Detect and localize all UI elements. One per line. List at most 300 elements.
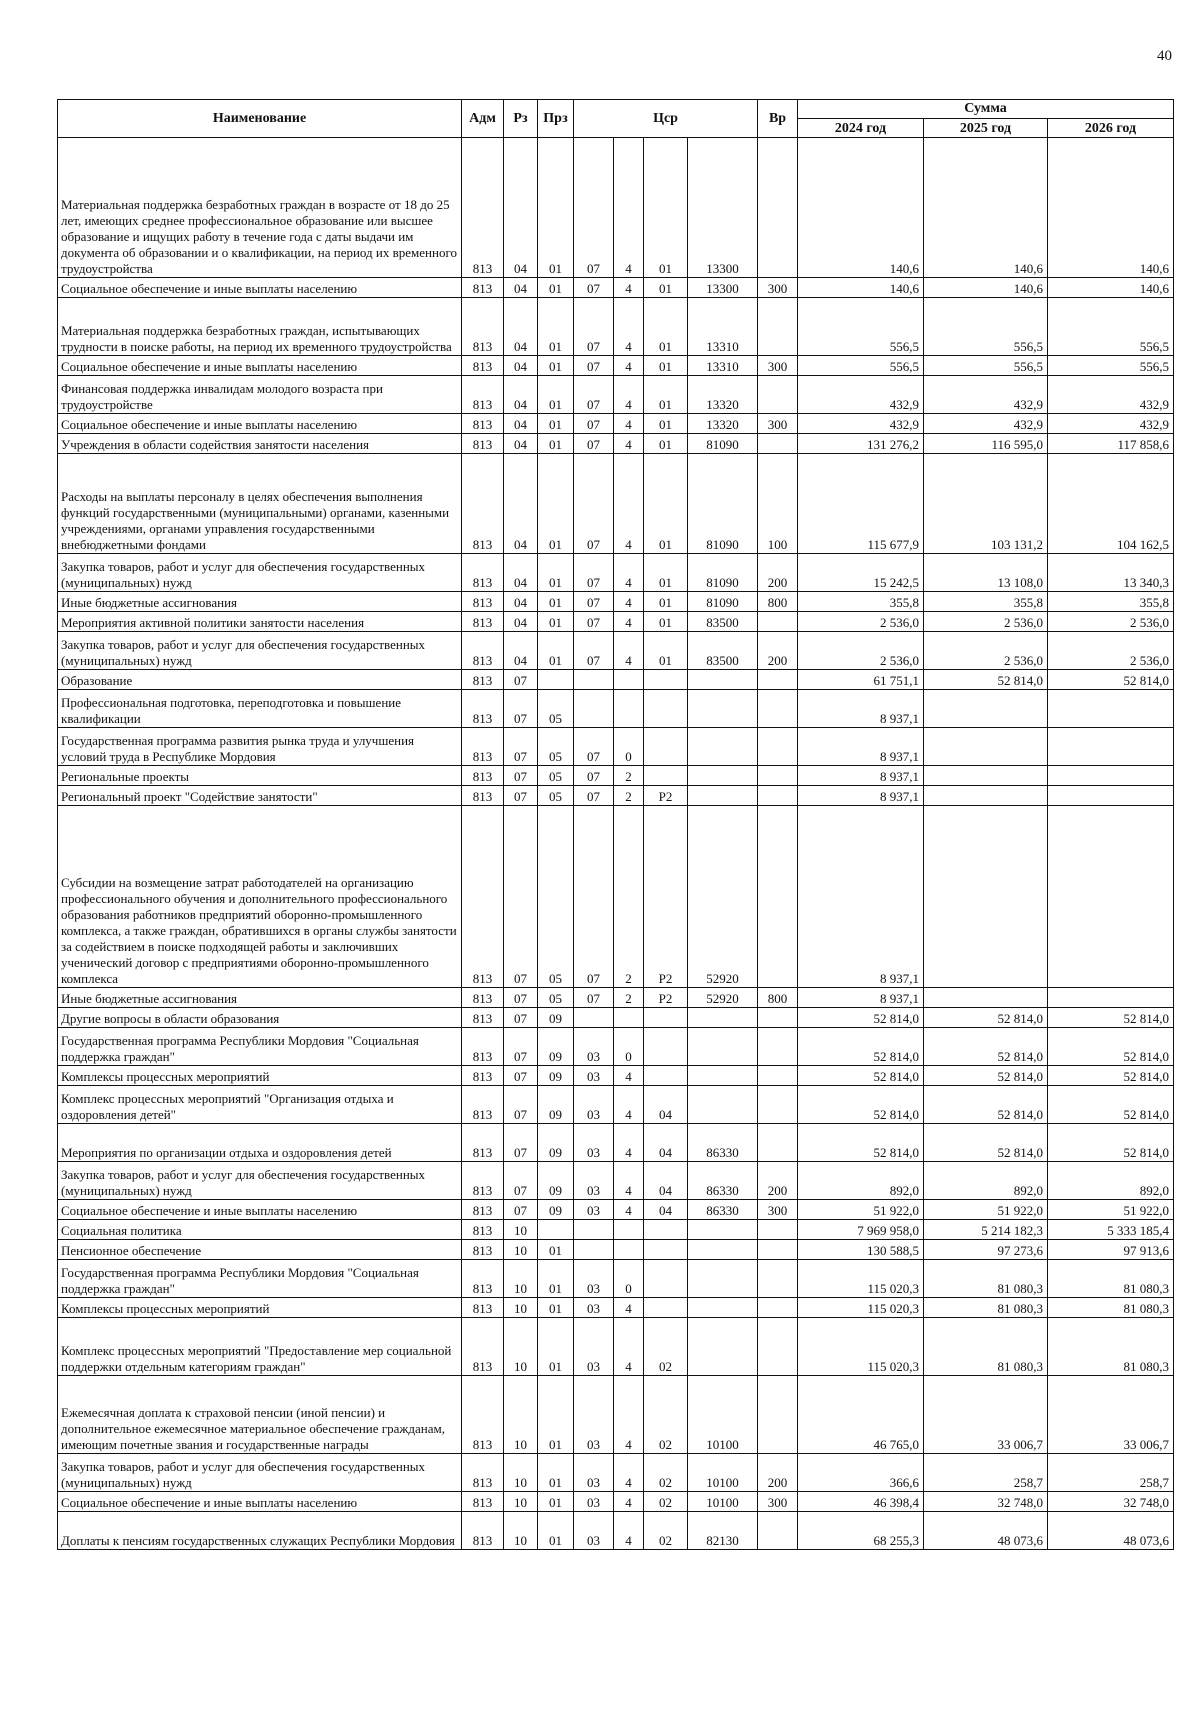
cell-2024: 432,9 <box>798 376 924 414</box>
cell-csr-type: 4 <box>614 1318 644 1376</box>
cell-csr-type: 4 <box>614 138 644 278</box>
cell-adm: 813 <box>462 1028 504 1066</box>
cell-adm: 813 <box>462 356 504 376</box>
cell-name: Региональные проекты <box>58 766 462 786</box>
cell-2025: 51 922,0 <box>924 1200 1048 1220</box>
table-header <box>58 100 1174 138</box>
cell-csr-direction: 86330 <box>688 1124 758 1162</box>
cell-name: Финансовая поддержка инвалидам молодого возраста при трудоустройстве <box>58 376 462 414</box>
cell-adm: 813 <box>462 138 504 278</box>
cell-2026: 892,0 <box>1048 1162 1174 1200</box>
cell-2024: 8 937,1 <box>798 786 924 806</box>
cell-2025 <box>924 766 1048 786</box>
cell-2025: 52 814,0 <box>924 1066 1048 1086</box>
cell-csr-program: 03 <box>574 1454 614 1492</box>
cell-2024: 68 255,3 <box>798 1512 924 1550</box>
cell-rz: 07 <box>504 690 538 728</box>
cell-name: Ежемесячная доплата к страховой пенсии (иной пенсии) и дополнительное ежемесячное материальное обеспечение гражданам, имеющим почетные звания и государственные награды <box>58 1376 462 1454</box>
cell-csr-subprogram: 04 <box>644 1124 688 1162</box>
cell-csr-program: 07 <box>574 592 614 612</box>
cell-csr-program: 07 <box>574 138 614 278</box>
cell-prz: 01 <box>538 1492 574 1512</box>
cell-2024: 556,5 <box>798 298 924 356</box>
cell-csr-program: 03 <box>574 1028 614 1066</box>
cell-2026: 51 922,0 <box>1048 1200 1174 1220</box>
cell-vr: 300 <box>758 356 798 376</box>
cell-rz: 04 <box>504 454 538 554</box>
cell-adm: 813 <box>462 1124 504 1162</box>
cell-csr-direction: 86330 <box>688 1162 758 1200</box>
cell-2026: 556,5 <box>1048 356 1174 376</box>
cell-csr-subprogram <box>644 1240 688 1260</box>
cell-vr <box>758 766 798 786</box>
cell-vr <box>758 1220 798 1240</box>
cell-name: Закупка товаров, работ и услуг для обеспечения государственных (муниципальных) нужд <box>58 1454 462 1492</box>
cell-csr-subprogram <box>644 690 688 728</box>
cell-csr-direction: 13320 <box>688 376 758 414</box>
cell-csr-program: 03 <box>574 1066 614 1086</box>
cell-vr: 300 <box>758 1492 798 1512</box>
cell-csr-type: 4 <box>614 1162 644 1200</box>
cell-name: Государственная программа Республики Мордовия "Социальная поддержка граждан" <box>58 1028 462 1066</box>
cell-csr-type: 4 <box>614 376 644 414</box>
cell-adm: 813 <box>462 1512 504 1550</box>
cell-2024: 8 937,1 <box>798 728 924 766</box>
cell-vr <box>758 786 798 806</box>
cell-csr-subprogram: Р2 <box>644 988 688 1008</box>
cell-name: Региональный проект "Содействие занятости" <box>58 786 462 806</box>
cell-2024: 52 814,0 <box>798 1066 924 1086</box>
cell-csr-program: 07 <box>574 806 614 988</box>
cell-vr <box>758 1240 798 1260</box>
cell-prz: 01 <box>538 1318 574 1376</box>
cell-2025: 556,5 <box>924 298 1048 356</box>
cell-2025: 140,6 <box>924 138 1048 278</box>
cell-rz: 04 <box>504 554 538 592</box>
cell-2026: 48 073,6 <box>1048 1512 1174 1550</box>
cell-adm: 813 <box>462 298 504 356</box>
cell-rz: 04 <box>504 612 538 632</box>
cell-rz: 07 <box>504 806 538 988</box>
cell-csr-program: 07 <box>574 554 614 592</box>
cell-2024: 8 937,1 <box>798 806 924 988</box>
cell-adm: 813 <box>462 1298 504 1318</box>
cell-csr-direction <box>688 1318 758 1376</box>
cell-csr-program: 03 <box>574 1298 614 1318</box>
cell-adm: 813 <box>462 786 504 806</box>
cell-2025: 432,9 <box>924 414 1048 434</box>
cell-2024: 8 937,1 <box>798 690 924 728</box>
cell-csr-direction: 52920 <box>688 806 758 988</box>
cell-2026: 258,7 <box>1048 1454 1174 1492</box>
cell-2026: 432,9 <box>1048 376 1174 414</box>
table-row <box>58 612 1174 632</box>
cell-vr <box>758 298 798 356</box>
cell-vr: 200 <box>758 1454 798 1492</box>
cell-csr-program: 03 <box>574 1492 614 1512</box>
cell-rz: 10 <box>504 1492 538 1512</box>
cell-adm: 813 <box>462 454 504 554</box>
cell-2024: 115 020,3 <box>798 1318 924 1376</box>
cell-prz: 09 <box>538 1200 574 1220</box>
cell-csr-subprogram: 02 <box>644 1492 688 1512</box>
cell-csr-program <box>574 1220 614 1240</box>
cell-2024: 432,9 <box>798 414 924 434</box>
cell-adm: 813 <box>462 414 504 434</box>
table-row <box>58 1008 1174 1028</box>
cell-csr-type: 4 <box>614 1124 644 1162</box>
cell-csr-direction: 13310 <box>688 298 758 356</box>
header-adm: Адм <box>462 100 504 138</box>
cell-adm: 813 <box>462 988 504 1008</box>
cell-vr <box>758 690 798 728</box>
cell-csr-program: 07 <box>574 278 614 298</box>
cell-2026: 355,8 <box>1048 592 1174 612</box>
cell-adm: 813 <box>462 434 504 454</box>
cell-csr-program: 07 <box>574 786 614 806</box>
cell-2024: 131 276,2 <box>798 434 924 454</box>
cell-csr-direction <box>688 766 758 786</box>
cell-prz: 09 <box>538 1124 574 1162</box>
cell-csr-program <box>574 670 614 690</box>
cell-csr-program: 03 <box>574 1318 614 1376</box>
cell-2024: 115 020,3 <box>798 1298 924 1318</box>
table-row <box>58 1200 1174 1220</box>
cell-prz: 05 <box>538 766 574 786</box>
cell-vr <box>758 612 798 632</box>
cell-csr-subprogram: 01 <box>644 434 688 454</box>
cell-2025: 2 536,0 <box>924 632 1048 670</box>
header-2024: 2024 год <box>798 119 924 138</box>
cell-csr-type: 4 <box>614 1454 644 1492</box>
table-row <box>58 554 1174 592</box>
cell-prz: 01 <box>538 632 574 670</box>
header-2026: 2026 год <box>1048 119 1174 138</box>
cell-name: Комплекс процессных мероприятий "Предоставление мер социальной поддержки отдельным категориям граждан" <box>58 1318 462 1376</box>
cell-csr-program <box>574 1240 614 1260</box>
cell-2024: 52 814,0 <box>798 1086 924 1124</box>
cell-rz: 04 <box>504 434 538 454</box>
cell-2026 <box>1048 728 1174 766</box>
cell-2024: 8 937,1 <box>798 766 924 786</box>
cell-csr-direction: 13300 <box>688 138 758 278</box>
table-row <box>58 1220 1174 1240</box>
cell-csr-type: 0 <box>614 1260 644 1298</box>
table-row <box>58 1454 1174 1492</box>
cell-2025: 52 814,0 <box>924 1008 1048 1028</box>
cell-2025 <box>924 988 1048 1008</box>
cell-adm: 813 <box>462 1066 504 1086</box>
table-row <box>58 1162 1174 1200</box>
table-row <box>58 670 1174 690</box>
cell-csr-subprogram: 02 <box>644 1318 688 1376</box>
cell-name: Профессиональная подготовка, переподготовка и повышение квалификации <box>58 690 462 728</box>
cell-name: Мероприятия активной политики занятости населения <box>58 612 462 632</box>
cell-2024: 46 765,0 <box>798 1376 924 1454</box>
cell-vr <box>758 1008 798 1028</box>
cell-prz: 01 <box>538 1512 574 1550</box>
cell-prz: 09 <box>538 1008 574 1028</box>
header-csr: Цср <box>574 100 758 138</box>
cell-csr-subprogram: 02 <box>644 1376 688 1454</box>
cell-2024: 115 677,9 <box>798 454 924 554</box>
cell-2026: 13 340,3 <box>1048 554 1174 592</box>
cell-2025 <box>924 728 1048 766</box>
cell-csr-program: 03 <box>574 1086 614 1124</box>
table-row <box>58 278 1174 298</box>
header-sum: Сумма <box>798 100 1174 119</box>
cell-csr-subprogram: 01 <box>644 298 688 356</box>
cell-csr-direction <box>688 1260 758 1298</box>
cell-adm: 813 <box>462 1492 504 1512</box>
cell-adm: 813 <box>462 670 504 690</box>
table-row <box>58 806 1174 988</box>
cell-csr-type: 4 <box>614 434 644 454</box>
cell-csr-program: 07 <box>574 766 614 786</box>
cell-csr-direction <box>688 1028 758 1066</box>
cell-adm: 813 <box>462 1008 504 1028</box>
cell-2026: 52 814,0 <box>1048 1008 1174 1028</box>
cell-adm: 813 <box>462 1454 504 1492</box>
cell-2025: 5 214 182,3 <box>924 1220 1048 1240</box>
cell-csr-type: 4 <box>614 356 644 376</box>
cell-adm: 813 <box>462 690 504 728</box>
cell-csr-subprogram: 01 <box>644 592 688 612</box>
cell-csr-subprogram <box>644 766 688 786</box>
cell-rz: 04 <box>504 356 538 376</box>
cell-csr-direction: 13300 <box>688 278 758 298</box>
cell-2026: 2 536,0 <box>1048 632 1174 670</box>
cell-2026: 2 536,0 <box>1048 612 1174 632</box>
cell-csr-type: 4 <box>614 1086 644 1124</box>
cell-adm: 813 <box>462 1162 504 1200</box>
table-row <box>58 1512 1174 1550</box>
cell-2024: 52 814,0 <box>798 1008 924 1028</box>
cell-csr-subprogram: 04 <box>644 1162 688 1200</box>
cell-csr-type: 4 <box>614 1512 644 1550</box>
cell-csr-type: 4 <box>614 454 644 554</box>
cell-name: Социальное обеспечение и иные выплаты населению <box>58 278 462 298</box>
cell-prz: 01 <box>538 138 574 278</box>
cell-name: Государственная программа Республики Мордовия "Социальная поддержка граждан" <box>58 1260 462 1298</box>
cell-adm: 813 <box>462 1318 504 1376</box>
cell-adm: 813 <box>462 1200 504 1220</box>
cell-csr-direction <box>688 1008 758 1028</box>
header-prz: Прз <box>538 100 574 138</box>
cell-rz: 07 <box>504 1200 538 1220</box>
cell-rz: 07 <box>504 728 538 766</box>
cell-rz: 10 <box>504 1454 538 1492</box>
cell-prz: 01 <box>538 434 574 454</box>
cell-csr-type: 4 <box>614 414 644 434</box>
cell-prz: 05 <box>538 988 574 1008</box>
cell-vr <box>758 1124 798 1162</box>
table-row <box>58 690 1174 728</box>
cell-rz: 07 <box>504 1124 538 1162</box>
cell-2026: 140,6 <box>1048 278 1174 298</box>
cell-csr-type <box>614 1220 644 1240</box>
cell-csr-direction: 86330 <box>688 1200 758 1220</box>
cell-csr-subprogram <box>644 1066 688 1086</box>
cell-prz: 01 <box>538 278 574 298</box>
cell-name: Доплаты к пенсиям государственных служащих Республики Мордовия <box>58 1512 462 1550</box>
cell-rz: 10 <box>504 1298 538 1318</box>
cell-rz: 04 <box>504 138 538 278</box>
cell-prz: 01 <box>538 454 574 554</box>
cell-2025 <box>924 690 1048 728</box>
cell-csr-program: 07 <box>574 632 614 670</box>
cell-rz: 07 <box>504 1008 538 1028</box>
table-body <box>58 138 1174 1550</box>
cell-rz: 07 <box>504 670 538 690</box>
cell-csr-type: 4 <box>614 554 644 592</box>
page-number: 40 <box>1157 48 1172 64</box>
cell-2025: 13 108,0 <box>924 554 1048 592</box>
cell-name: Комплекс процессных мероприятий "Организация отдыха и оздоровления детей" <box>58 1086 462 1124</box>
cell-2024: 355,8 <box>798 592 924 612</box>
cell-name: Социальная политика <box>58 1220 462 1240</box>
table-row <box>58 1240 1174 1260</box>
cell-csr-direction: 13310 <box>688 356 758 376</box>
cell-csr-type: 4 <box>614 278 644 298</box>
cell-prz: 01 <box>538 592 574 612</box>
cell-name: Социальное обеспечение и иные выплаты населению <box>58 1492 462 1512</box>
table-row <box>58 138 1174 278</box>
cell-csr-subprogram: 01 <box>644 278 688 298</box>
cell-prz: 01 <box>538 554 574 592</box>
cell-prz <box>538 670 574 690</box>
cell-2024: 8 937,1 <box>798 988 924 1008</box>
cell-vr <box>758 1260 798 1298</box>
cell-rz: 10 <box>504 1220 538 1240</box>
cell-prz: 01 <box>538 1376 574 1454</box>
cell-prz: 09 <box>538 1028 574 1066</box>
cell-csr-subprogram <box>644 670 688 690</box>
cell-vr <box>758 728 798 766</box>
cell-csr-direction: 81090 <box>688 592 758 612</box>
cell-prz: 01 <box>538 1454 574 1492</box>
table-row <box>58 632 1174 670</box>
cell-rz: 04 <box>504 632 538 670</box>
cell-vr: 300 <box>758 278 798 298</box>
cell-name: Закупка товаров, работ и услуг для обеспечения государственных (муниципальных) нужд <box>58 1162 462 1200</box>
cell-csr-direction <box>688 1240 758 1260</box>
cell-name: Иные бюджетные ассигнования <box>58 592 462 612</box>
cell-2025: 52 814,0 <box>924 1086 1048 1124</box>
cell-vr <box>758 1512 798 1550</box>
cell-prz: 01 <box>538 1298 574 1318</box>
cell-name: Закупка товаров, работ и услуг для обеспечения государственных (муниципальных) нужд <box>58 632 462 670</box>
cell-csr-subprogram: Р2 <box>644 786 688 806</box>
cell-2026: 81 080,3 <box>1048 1260 1174 1298</box>
cell-csr-program: 07 <box>574 454 614 554</box>
table-row <box>58 728 1174 766</box>
cell-2025: 81 080,3 <box>924 1318 1048 1376</box>
cell-csr-direction <box>688 1066 758 1086</box>
cell-csr-program: 07 <box>574 356 614 376</box>
cell-prz: 09 <box>538 1162 574 1200</box>
cell-name: Мероприятия по организации отдыха и оздоровления детей <box>58 1124 462 1162</box>
cell-vr <box>758 1086 798 1124</box>
cell-csr-type: 2 <box>614 988 644 1008</box>
cell-adm: 813 <box>462 1376 504 1454</box>
cell-csr-type <box>614 1008 644 1028</box>
cell-2026: 5 333 185,4 <box>1048 1220 1174 1240</box>
cell-prz: 01 <box>538 1240 574 1260</box>
cell-csr-program: 07 <box>574 434 614 454</box>
cell-2025: 81 080,3 <box>924 1260 1048 1298</box>
cell-2025: 355,8 <box>924 592 1048 612</box>
cell-vr: 200 <box>758 1162 798 1200</box>
cell-adm: 813 <box>462 728 504 766</box>
cell-name: Расходы на выплаты персоналу в целях обеспечения выполнения функций государственными (муниципальными) органами, казенными учреждениями, органами управления государственными внебюджетными фондами <box>58 454 462 554</box>
cell-vr <box>758 1028 798 1066</box>
cell-csr-program: 03 <box>574 1260 614 1298</box>
cell-prz: 05 <box>538 806 574 988</box>
cell-adm: 813 <box>462 1220 504 1240</box>
cell-csr-subprogram: 01 <box>644 554 688 592</box>
cell-csr-direction: 10100 <box>688 1376 758 1454</box>
cell-csr-type: 4 <box>614 632 644 670</box>
cell-vr <box>758 1066 798 1086</box>
cell-csr-direction: 10100 <box>688 1454 758 1492</box>
table-row <box>58 1298 1174 1318</box>
cell-prz <box>538 1220 574 1240</box>
cell-vr <box>758 1376 798 1454</box>
cell-csr-direction: 83500 <box>688 632 758 670</box>
cell-csr-direction: 81090 <box>688 554 758 592</box>
cell-prz: 05 <box>538 728 574 766</box>
cell-vr <box>758 1318 798 1376</box>
cell-2026: 140,6 <box>1048 138 1174 278</box>
cell-2025: 432,9 <box>924 376 1048 414</box>
cell-prz: 09 <box>538 1066 574 1086</box>
cell-2026: 52 814,0 <box>1048 1124 1174 1162</box>
header-name: Наименование <box>58 100 462 138</box>
cell-csr-type: 4 <box>614 1376 644 1454</box>
cell-csr-direction: 83500 <box>688 612 758 632</box>
cell-csr-type: 0 <box>614 728 644 766</box>
cell-vr: 300 <box>758 414 798 434</box>
table-row <box>58 592 1174 612</box>
cell-vr <box>758 806 798 988</box>
table-row <box>58 356 1174 376</box>
cell-2025: 116 595,0 <box>924 434 1048 454</box>
cell-rz: 10 <box>504 1512 538 1550</box>
header-2025: 2025 год <box>924 119 1048 138</box>
cell-name: Другие вопросы в области образования <box>58 1008 462 1028</box>
cell-csr-program: 07 <box>574 612 614 632</box>
cell-csr-type: 4 <box>614 1492 644 1512</box>
cell-adm: 813 <box>462 1260 504 1298</box>
cell-2025: 140,6 <box>924 278 1048 298</box>
cell-2025: 48 073,6 <box>924 1512 1048 1550</box>
cell-csr-subprogram <box>644 728 688 766</box>
cell-rz: 10 <box>504 1240 538 1260</box>
cell-csr-subprogram: 01 <box>644 454 688 554</box>
table-row <box>58 1492 1174 1512</box>
cell-name: Социальное обеспечение и иные выплаты населению <box>58 1200 462 1220</box>
cell-name: Комплексы процессных мероприятий <box>58 1066 462 1086</box>
cell-csr-type: 2 <box>614 766 644 786</box>
cell-2026 <box>1048 786 1174 806</box>
cell-csr-type: 2 <box>614 806 644 988</box>
cell-csr-program <box>574 690 614 728</box>
table-row <box>58 1066 1174 1086</box>
table-row <box>58 1028 1174 1066</box>
cell-2026: 97 913,6 <box>1048 1240 1174 1260</box>
cell-rz: 10 <box>504 1318 538 1376</box>
